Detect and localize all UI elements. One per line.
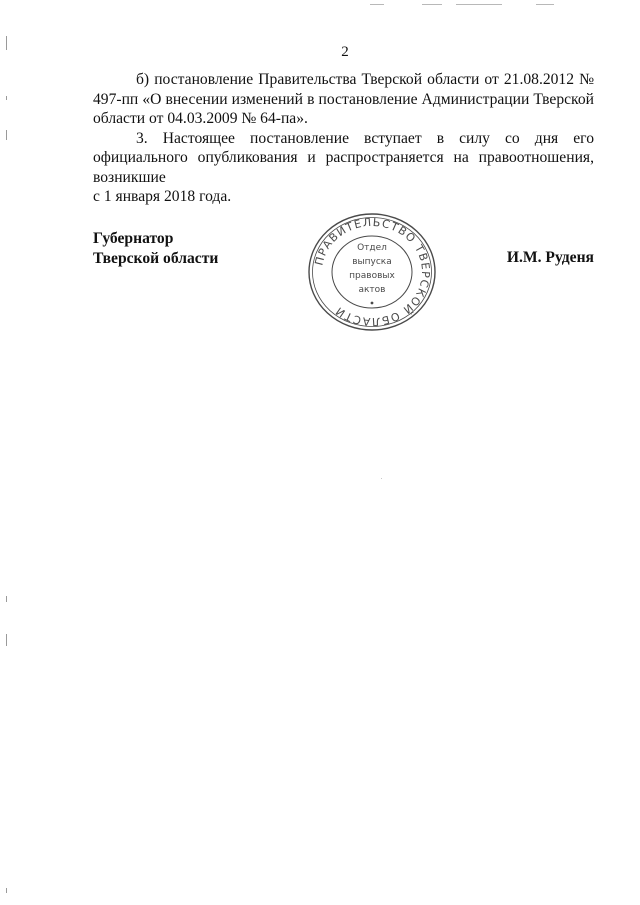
paragraph-3-main: 3. Настоящее постановление вступает в силу со дня его официального опубликования и распространяется на правоотношения, возникшие xyxy=(93,129,594,186)
seal-dot xyxy=(371,302,374,305)
signatory-position-line2: Тверской области xyxy=(93,249,219,267)
seal-center-line-2: выпуска xyxy=(352,257,392,267)
paragraph-b: б) постановление Правительства Тверской области от 21.08.2012 № 497-пп «О внесении изменений в постановление Администрации Тверской области от 04.03.2009 № 64-па». xyxy=(93,71,594,127)
paragraph-3 xyxy=(93,129,594,207)
seal-graphic xyxy=(306,211,438,333)
seal-center-line-1: Отдел xyxy=(357,243,387,253)
seal-ring-text: ПРАВИТЕЛЬСТВО ТВЕРСКОЙ ОБЛАСТИ xyxy=(312,215,433,329)
official-seal xyxy=(306,211,438,333)
scan-speck xyxy=(381,478,382,479)
seal-center-line-3: правовых xyxy=(349,271,395,281)
page-number: 2 xyxy=(341,44,349,60)
scan-artifact-left-edge xyxy=(6,0,10,905)
seal-center-line-4: актов xyxy=(358,285,386,295)
scan-artifact-top xyxy=(370,4,560,7)
document-body xyxy=(93,70,594,207)
signatory-position-line1: Губернатор xyxy=(93,230,174,247)
signatory-name: И.М. Руденя xyxy=(506,249,594,266)
paragraph-3-last: с 1 января 2018 года. xyxy=(93,188,232,205)
signatory-position xyxy=(93,229,218,268)
